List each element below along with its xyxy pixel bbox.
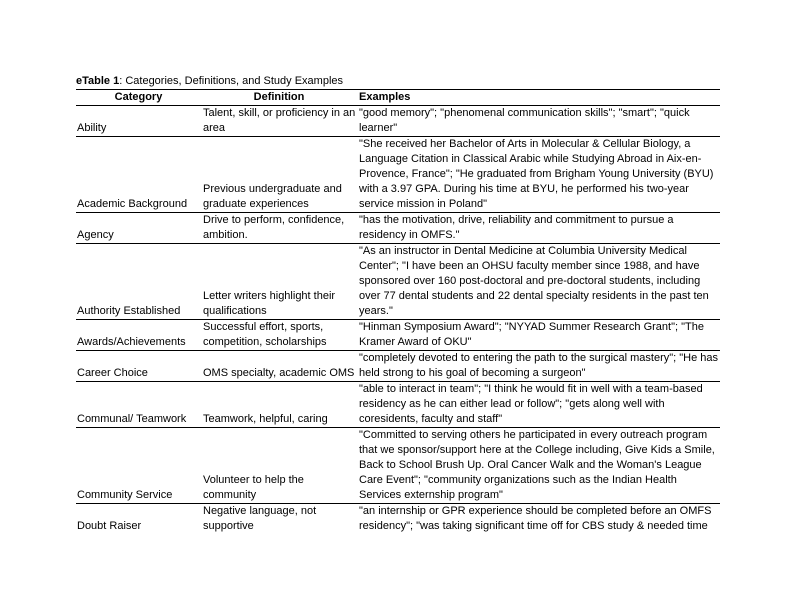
table-caption-label: eTable 1 — [76, 75, 120, 87]
definition-cell: Drive to perform, confidence, ambition. — [201, 213, 357, 244]
definition-cell: OMS specialty, academic OMS — [201, 351, 357, 382]
examples-cell: "completely devoted to entering the path to the surgical mastery"; "He has held strong to his goal of becoming a surgeon" — [357, 351, 720, 382]
table-row — [76, 382, 720, 428]
examples-cell: "able to interact in team"; "I think he would fit in well with a team-based residency as he can either lead or follow"; "gets along well with coresidents, faculty and staff" — [357, 382, 720, 428]
table-row — [76, 213, 720, 244]
definition-cell: Teamwork, helpful, caring — [201, 382, 357, 428]
definition-cell: Previous undergraduate and graduate experiences — [201, 137, 357, 213]
table-row — [76, 428, 720, 504]
definition-cell: Volunteer to help the community — [201, 428, 357, 504]
examples-cell: "Hinman Symposium Award"; "NYYAD Summer Research Grant"; "The Kramer Award of OKU" — [357, 320, 720, 351]
category-cell: Doubt Raiser — [77, 520, 142, 532]
table-caption — [76, 74, 720, 88]
table-caption-text: : Categories, Definitions, and Study Examples — [119, 75, 343, 87]
examples-cell: "good memory"; "phenomenal communication skills"; "smart"; "quick learner" — [357, 106, 720, 137]
category-cell: Authority Established — [76, 244, 201, 320]
header-examples: Examples — [357, 90, 720, 106]
category-cell: Community Service — [76, 428, 201, 504]
table-row — [76, 106, 720, 137]
table-header-row — [76, 90, 720, 106]
examples-cell: "has the motivation, drive, reliability and commitment to pursue a residency in OMFS." — [357, 213, 720, 244]
examples-cell: "As an instructor in Dental Medicine at Columbia University Medical Center"; "I have been an OHSU faculty member since 1988, and have sponsored over 160 post-doctoral and pre-doctoral students, including over 77 dental students and 22 dental specialty residents in the past ten years." — [357, 244, 720, 320]
examples-cell: "She received her Bachelor of Arts in Molecular & Cellular Biology, a Language Citation in Classical Arabic while Studying Abroad in Aix-en-Provence, France"; "He graduated from Brigham Young University (BYU) with a 3.97 GPA. During his time at BYU, he performed his two-year service mission in Poland" — [357, 137, 720, 213]
category-cell: Communal/ Teamwork — [76, 382, 201, 428]
table-row — [76, 244, 720, 320]
definition-cell: Talent, skill, or proficiency in an area — [201, 106, 357, 137]
table-row — [76, 137, 720, 213]
definition-cell: Successful effort, sports, competition, scholarships — [201, 320, 357, 351]
table-row — [76, 320, 720, 351]
examples-cell: "an internship or GPR experience should be completed before an OMFS residency"; "was taking significant time off for CBS study & needed time — [359, 505, 712, 532]
examples-cell: "Committed to serving others he participated in every outreach program that we sponsor/support here at the College including, Give Kids a Smile, Back to School Brush Up. Oral Cancer Walk and the Woman's League Care Event"; "community organizations such as the Indian Health Services externship program" — [357, 428, 720, 504]
table-row — [76, 351, 720, 382]
categories-table — [76, 89, 720, 534]
header-category: Category — [76, 90, 201, 106]
document-page — [76, 74, 720, 534]
table-row — [76, 504, 720, 535]
definition-cell: Letter writers highlight their qualifications — [201, 244, 357, 320]
header-definition: Definition — [201, 90, 357, 106]
category-cell: Awards/Achievements — [76, 320, 201, 351]
definition-cell: Negative language, not supportive — [203, 505, 317, 532]
category-cell: Ability — [76, 106, 201, 137]
category-cell: Agency — [76, 213, 201, 244]
category-cell: Academic Background — [76, 137, 201, 213]
category-cell: Career Choice — [76, 351, 201, 382]
